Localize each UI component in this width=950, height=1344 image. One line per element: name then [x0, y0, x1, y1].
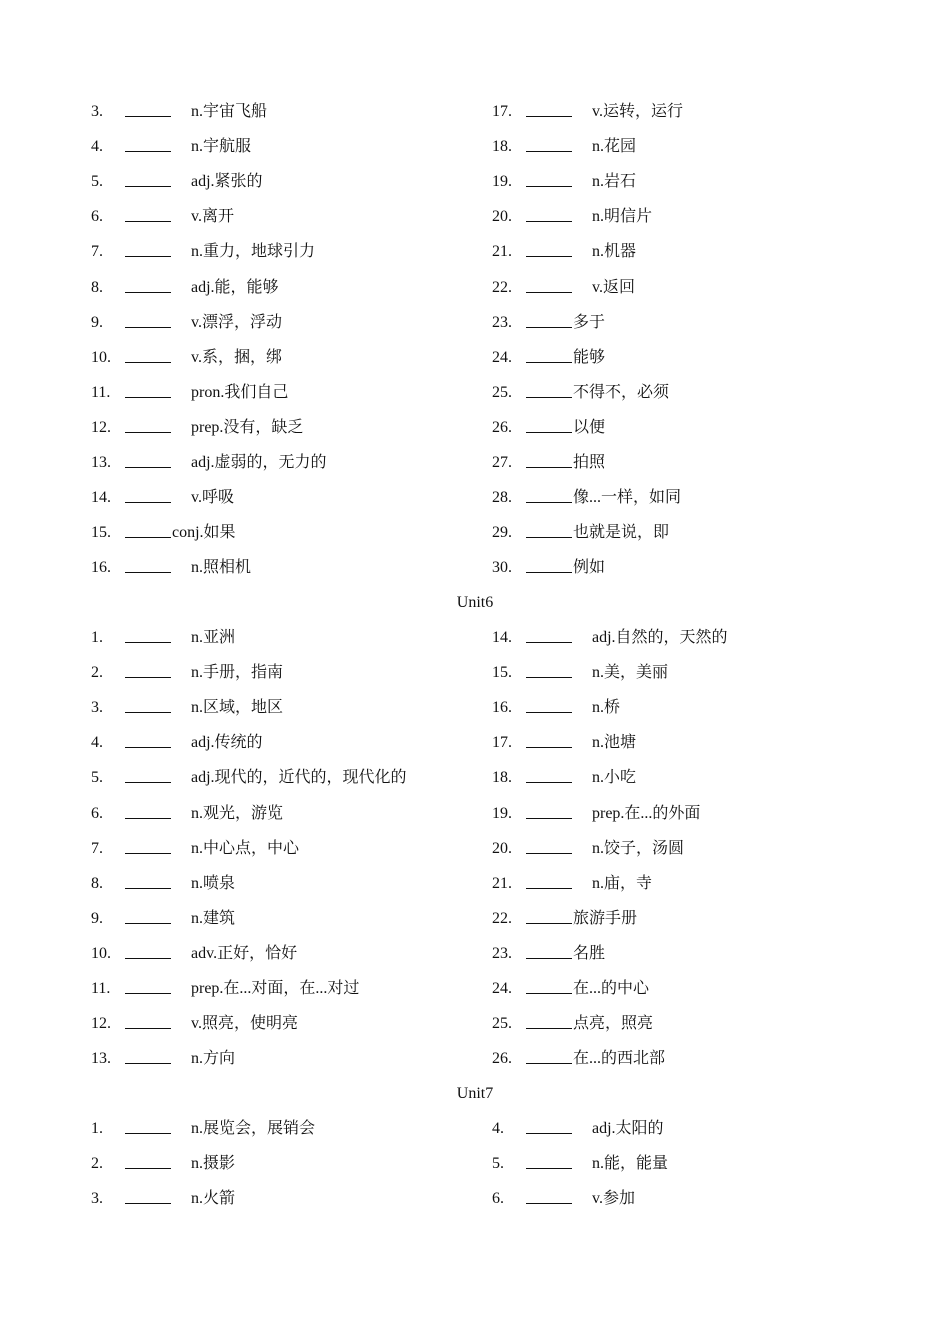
item-number: 21. [492, 874, 512, 892]
item-number: 6. [492, 1190, 504, 1208]
answer-blank[interactable] [125, 696, 171, 713]
item-definition: n.亚洲 [191, 629, 236, 646]
answer-blank[interactable] [526, 311, 572, 328]
answer-blank[interactable] [526, 837, 572, 854]
item-definition: prep.没有，缺乏 [191, 418, 304, 436]
item-number: 12. [91, 1015, 111, 1033]
item-number: 7. [91, 243, 103, 261]
answer-blank[interactable] [526, 907, 572, 924]
item-number: 8. [91, 278, 103, 296]
answer-blank[interactable] [526, 626, 572, 643]
item-definition: adj.紧张的 [191, 173, 263, 191]
item-number: 4. [91, 734, 103, 752]
answer-blank[interactable] [526, 977, 572, 994]
item-number: 13. [91, 1050, 111, 1068]
answer-blank[interactable] [526, 1117, 572, 1134]
answer-blank[interactable] [526, 1187, 572, 1204]
item-number: 14. [91, 489, 111, 507]
section-heading-unit7: Unit7 [456, 1085, 494, 1102]
item-number: 3. [91, 103, 103, 120]
item-number: 24. [492, 980, 512, 997]
answer-blank[interactable] [125, 626, 171, 643]
answer-blank[interactable] [526, 521, 572, 538]
item-definition: v.参加 [592, 1190, 635, 1208]
answer-blank[interactable] [125, 311, 171, 328]
item-number: 22. [492, 909, 512, 927]
item-definition: adj.能，能够 [191, 278, 279, 296]
answer-blank[interactable] [526, 731, 572, 748]
item-definition: adj.自然的，天然的 [592, 629, 728, 646]
item-definition: n.明信片 [592, 208, 653, 226]
answer-blank[interactable] [526, 872, 572, 889]
answer-blank[interactable] [125, 135, 171, 152]
item-definition: 多于 [573, 313, 606, 331]
item-number: 3. [91, 699, 103, 717]
item-number: 5. [91, 769, 103, 787]
item-definition: 拍照 [573, 454, 606, 471]
item-definition: n.摄影 [191, 1155, 236, 1173]
item-number: 3. [91, 1190, 103, 1208]
item-number: 26. [492, 1050, 512, 1068]
item-number: 30. [492, 559, 512, 577]
item-definition: 能够 [573, 348, 606, 366]
answer-blank[interactable] [526, 942, 572, 959]
item-number: 25. [492, 1015, 512, 1033]
item-definition: 在...的中心 [573, 980, 650, 997]
item-definition: 名胜 [573, 944, 606, 962]
item-definition: v.返回 [592, 278, 635, 296]
answer-blank[interactable] [125, 1152, 171, 1169]
item-number: 7. [91, 839, 103, 857]
item-definition: n.小吃 [592, 769, 637, 787]
item-definition: 也就是说，即 [573, 524, 670, 542]
answer-blank[interactable] [125, 240, 171, 257]
item-definition: adj.传统的 [191, 734, 263, 752]
item-definition: n.展览会，展销会 [191, 1120, 316, 1137]
answer-blank[interactable] [125, 276, 171, 293]
item-number: 23. [492, 944, 512, 962]
item-number: 20. [492, 208, 512, 226]
answer-blank[interactable] [125, 907, 171, 924]
item-number: 15. [91, 524, 111, 542]
item-number: 16. [91, 559, 111, 577]
answer-blank[interactable] [526, 1047, 572, 1064]
item-number: 6. [91, 804, 103, 822]
item-definition: 旅游手册 [573, 909, 638, 927]
item-definition: 不得不，必须 [573, 383, 670, 401]
item-definition: n.庙，寺 [592, 874, 653, 892]
item-number: 17. [492, 734, 512, 752]
item-definition: n.喷泉 [191, 874, 236, 892]
answer-blank[interactable] [526, 170, 572, 187]
answer-blank[interactable] [125, 170, 171, 187]
answer-blank[interactable] [526, 416, 572, 433]
section-heading-unit6: Unit6 [456, 594, 494, 611]
item-number: 26. [492, 418, 512, 436]
answer-blank[interactable] [526, 661, 572, 678]
answer-blank[interactable] [125, 977, 171, 994]
item-definition: v.运转，运行 [592, 103, 683, 120]
answer-blank[interactable] [125, 205, 171, 222]
item-number: 22. [492, 278, 512, 296]
item-definition: adj.虚弱的，无力的 [191, 454, 327, 471]
item-definition: n.方向 [191, 1050, 236, 1068]
item-number: 18. [492, 138, 512, 156]
answer-blank[interactable] [125, 1117, 171, 1134]
item-number: 5. [91, 173, 103, 191]
item-definition: n.饺子，汤圆 [592, 839, 685, 857]
item-number: 17. [492, 103, 512, 120]
answer-blank[interactable] [125, 942, 171, 959]
item-number: 10. [91, 348, 111, 366]
item-number: 5. [492, 1155, 504, 1173]
answer-blank[interactable] [125, 346, 171, 363]
item-definition: adv.正好，恰好 [191, 944, 298, 962]
item-number: 28. [492, 489, 512, 507]
item-definition: conj.如果 [172, 524, 236, 542]
item-number: 27. [492, 454, 512, 471]
item-definition: 例如 [573, 559, 606, 577]
item-number: 23. [492, 313, 512, 331]
item-number: 20. [492, 839, 512, 857]
answer-blank[interactable] [526, 1012, 572, 1029]
item-definition: n.宇宙飞船 [191, 103, 268, 120]
item-number: 29. [492, 524, 512, 542]
item-number: 11. [91, 383, 111, 401]
item-definition: v.照亮，使明亮 [191, 1015, 298, 1033]
item-definition: n.重力，地球引力 [191, 243, 316, 261]
item-definition: 点亮，照亮 [573, 1015, 654, 1033]
item-number: 2. [91, 664, 103, 682]
item-definition: n.手册，指南 [191, 664, 284, 682]
answer-blank[interactable] [125, 766, 171, 783]
answer-blank[interactable] [125, 661, 171, 678]
answer-blank[interactable] [526, 802, 572, 819]
item-number: 4. [91, 138, 103, 156]
answer-blank[interactable] [526, 1152, 572, 1169]
item-number: 6. [91, 208, 103, 226]
answer-blank[interactable] [526, 346, 572, 363]
item-number: 21. [492, 243, 512, 261]
answer-blank[interactable] [125, 802, 171, 819]
answer-blank[interactable] [526, 696, 572, 713]
item-number: 4. [492, 1120, 504, 1137]
item-number: 12. [91, 418, 111, 436]
item-definition: n.能，能量 [592, 1155, 669, 1173]
answer-blank[interactable] [125, 1012, 171, 1029]
item-definition: n.岩石 [592, 173, 637, 191]
answer-blank[interactable] [125, 872, 171, 889]
answer-blank[interactable] [125, 381, 171, 398]
item-definition: n.美，美丽 [592, 664, 669, 682]
item-number: 16. [492, 699, 512, 717]
answer-blank[interactable] [526, 240, 572, 257]
answer-blank[interactable] [526, 556, 572, 573]
item-number: 1. [91, 1120, 103, 1137]
answer-blank[interactable] [526, 100, 572, 117]
item-definition: v.系，捆，绑 [191, 348, 282, 366]
answer-blank[interactable] [125, 416, 171, 433]
item-definition: n.建筑 [191, 909, 236, 927]
item-definition: adj.现代的，近代的，现代化的 [191, 769, 407, 787]
item-number: 19. [492, 173, 512, 191]
answer-blank[interactable] [125, 486, 171, 503]
item-definition: 在...的西北部 [573, 1050, 666, 1068]
item-definition: n.宇航服 [191, 138, 252, 156]
item-number: 18. [492, 769, 512, 787]
item-number: 19. [492, 804, 512, 822]
item-definition: n.中心点，中心 [191, 839, 300, 857]
item-definition: n.区域，地区 [191, 699, 284, 717]
item-definition: n.观光，游览 [191, 804, 284, 822]
item-definition: adj.太阳的 [592, 1120, 664, 1137]
item-definition: pron.我们自己 [191, 383, 289, 401]
answer-blank[interactable] [526, 135, 572, 152]
item-number: 15. [492, 664, 512, 682]
item-definition: n.机器 [592, 243, 637, 261]
answer-blank[interactable] [526, 205, 572, 222]
item-number: 2. [91, 1155, 103, 1173]
item-definition: v.离开 [191, 208, 234, 226]
answer-blank[interactable] [526, 486, 572, 503]
answer-blank[interactable] [125, 1187, 171, 1204]
answer-blank[interactable] [526, 451, 572, 468]
item-number: 25. [492, 383, 512, 401]
answer-blank[interactable] [526, 276, 572, 293]
item-number: 9. [91, 909, 103, 927]
answer-blank[interactable] [526, 381, 572, 398]
answer-blank[interactable] [125, 100, 171, 117]
item-definition: n.花园 [592, 138, 637, 156]
item-definition: n.照相机 [191, 559, 252, 577]
item-number: 14. [492, 629, 512, 646]
item-number: 24. [492, 348, 512, 366]
answer-blank[interactable] [526, 766, 572, 783]
item-definition: n.桥 [592, 699, 621, 717]
item-number: 10. [91, 944, 111, 962]
answer-blank[interactable] [125, 556, 171, 573]
item-definition: n.池塘 [592, 734, 637, 752]
item-definition: n.火箭 [191, 1190, 236, 1208]
answer-blank[interactable] [125, 1047, 171, 1064]
item-number: 8. [91, 874, 103, 892]
answer-blank[interactable] [125, 451, 171, 468]
item-definition: prep.在...对面，在...对过 [191, 980, 360, 997]
answer-blank[interactable] [125, 731, 171, 748]
item-definition: 像...一样，如同 [573, 489, 682, 507]
item-number: 9. [91, 313, 103, 331]
item-definition: v.呼吸 [191, 489, 234, 507]
item-definition: v.漂浮，浮动 [191, 313, 282, 331]
item-definition: 以便 [573, 418, 606, 436]
item-number: 1. [91, 629, 103, 646]
item-number: 13. [91, 454, 111, 471]
item-number: 11. [91, 980, 111, 997]
answer-blank[interactable] [125, 521, 171, 538]
item-definition: prep.在...的外面 [592, 804, 701, 822]
answer-blank[interactable] [125, 837, 171, 854]
